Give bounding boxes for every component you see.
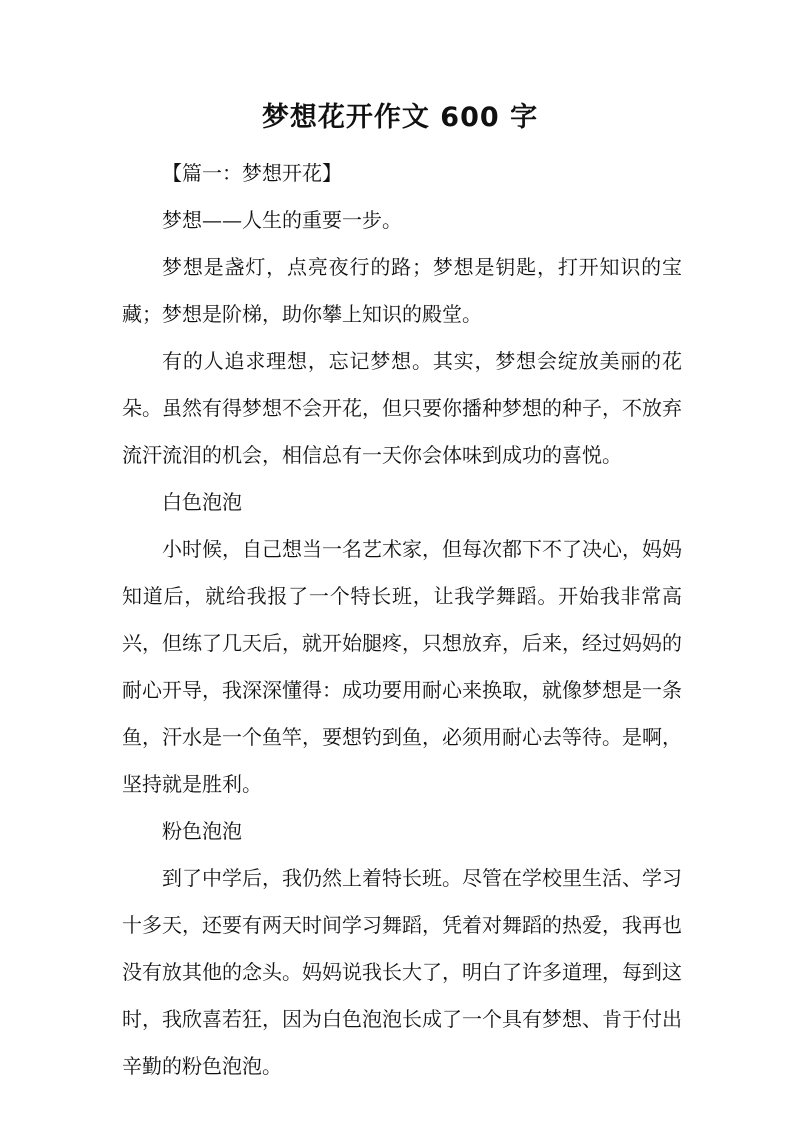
paragraph: 梦想——人生的重要一步。 bbox=[162, 208, 402, 232]
document-body bbox=[122, 150, 682, 1090]
paragraph: 有的人追求理想，忘记梦想。其实，梦想会绽放美丽的花朵。虽然有得梦想不会开花，但只要你播种梦想的种子，不放弃流汗流泪的机会，相信总有一天你会体味到成功的喜悦。 bbox=[122, 349, 682, 467]
paragraph: 梦想是盏灯，点亮夜行的路；梦想是钥匙，打开知识的宝藏；梦想是阶梯，助你攀上知识的殿堂。 bbox=[122, 255, 682, 326]
section-heading: 【篇一：梦想开花】 bbox=[162, 161, 342, 185]
document-title: 梦想花开作文 600 字 bbox=[261, 102, 539, 133]
paragraph: 到了中学后，我仍然上着特长班。尽管在学校里生活、学习十多天，还要有两天时间学习舞蹈，凭着对舞蹈的热爱，我再也没有放其他的念头。妈妈说我长大了，明白了许多道理，每到这时，我欣喜若狂，因为白色泡泡长成了一个具有梦想、肯于付出辛勤的粉色泡泡。 bbox=[122, 866, 682, 1078]
paragraph: 小时候，自己想当一名艺术家，但每次都下不了决心，妈妈知道后，就给我报了一个特长班，让我学舞蹈。开始我非常高兴，但练了几天后，就开始腿疼，只想放弃，后来，经过妈妈的耐心开导，我深深懂得：成功要用耐心来换取，就像梦想是一条鱼，汗水是一个鱼竿，要想钓到鱼，必须用耐心去等待。是啊，坚持就是胜利。 bbox=[122, 537, 682, 796]
subheading: 粉色泡泡 bbox=[162, 819, 242, 843]
subheading: 白色泡泡 bbox=[162, 490, 242, 514]
